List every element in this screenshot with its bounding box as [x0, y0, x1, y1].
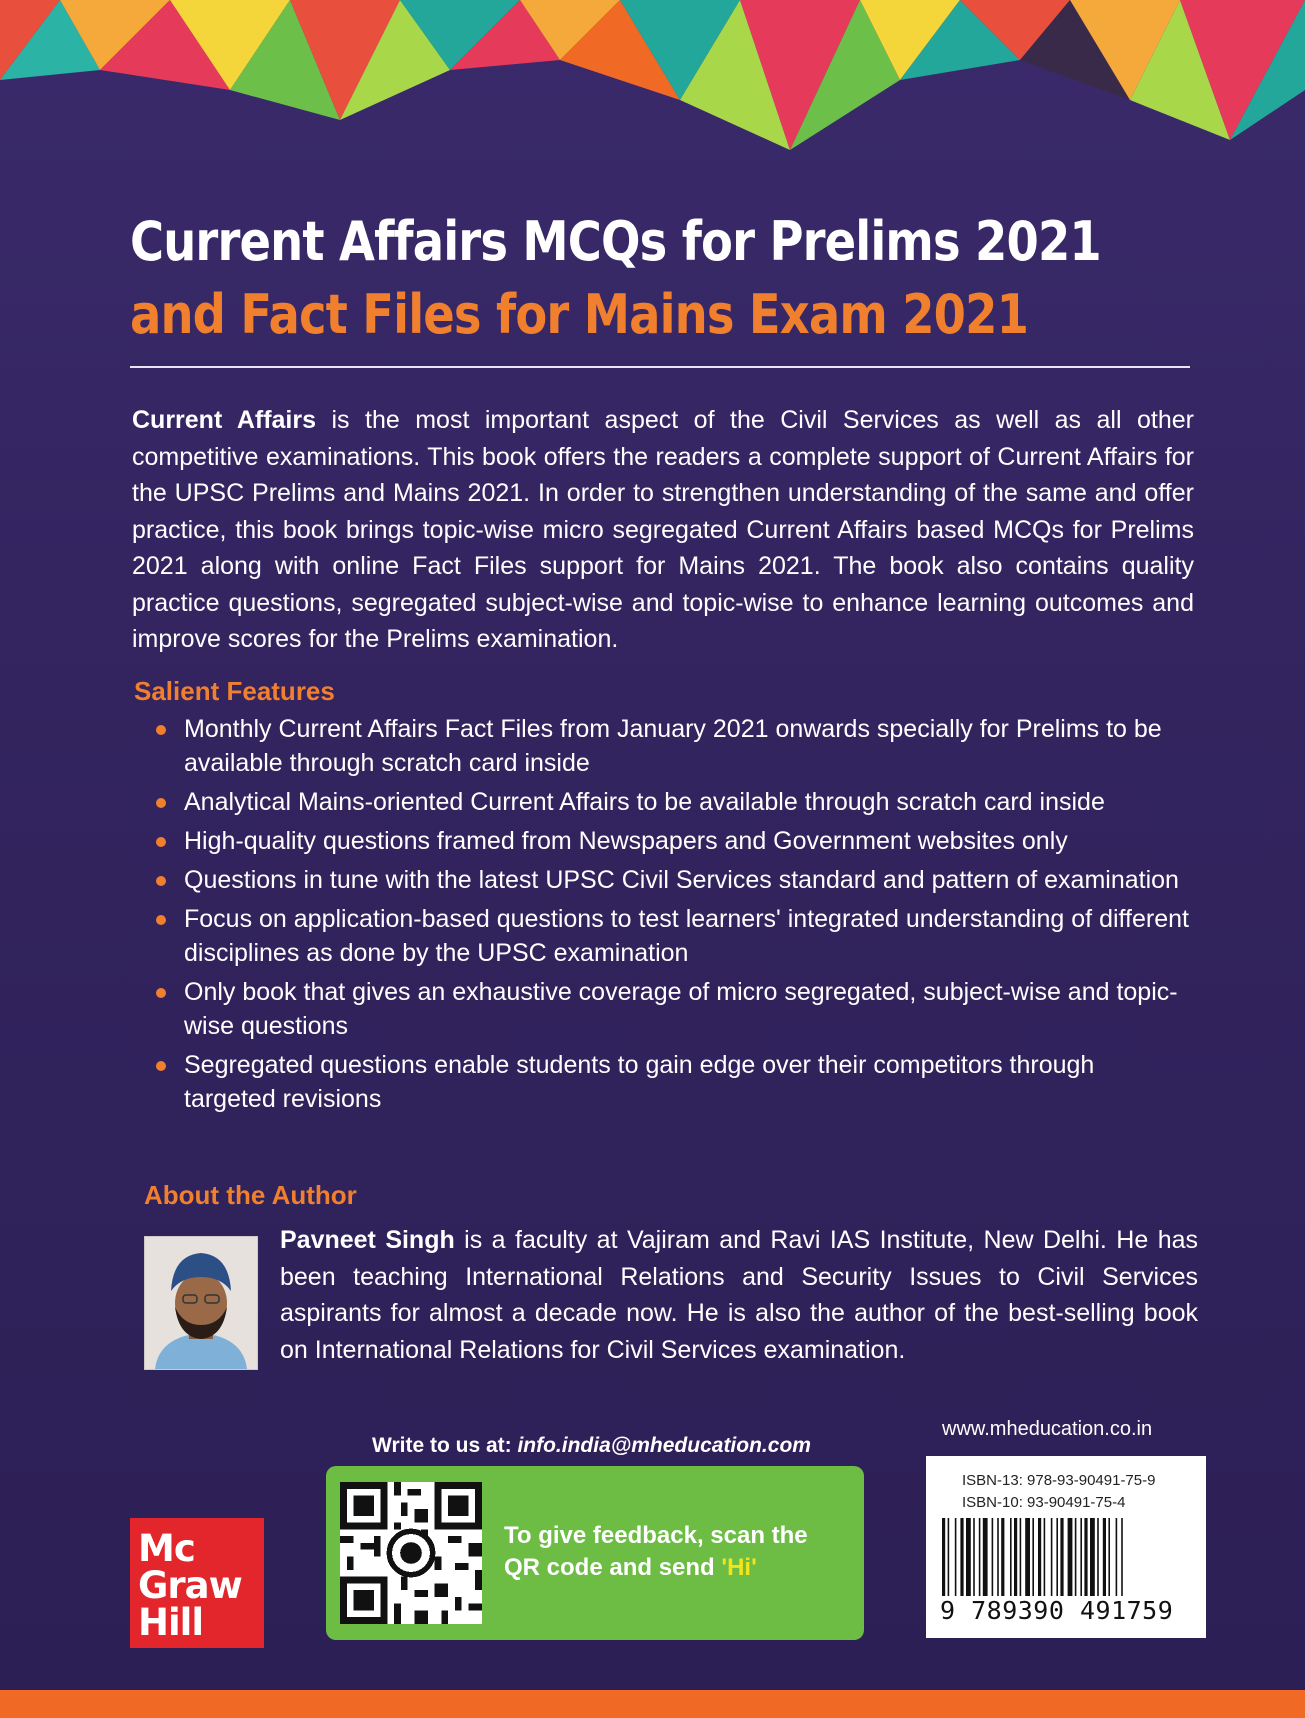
- intro-lead: Current Affairs: [132, 406, 317, 434]
- bullet-icon: [156, 798, 166, 808]
- feature-text: Questions in tune with the latest UPSC Civil Services standard and pattern of examination: [184, 866, 1179, 894]
- salient-features-list: [150, 712, 1190, 1121]
- intro-body: is the most important aspect of the Civil Services as well as all other competitive examinations. This book offers the readers a complete support of Current Affairs for the UPSC Prelims and Mains 2021. In order to strengthen understanding of the same and offer practice, this book brings topic-wise micro segregated Current Affairs based MCQs for Prelims 2021 along with online Fact Files support for Mains 2021. The book also contains quality practice questions, segregated subject-wise and topic-wise to enhance learning outcomes and improve scores for the Prelims examination.: [132, 406, 1194, 653]
- isbn-13: ISBN-13: 978-93-90491-75-9: [962, 1472, 1156, 1489]
- isbn-10: ISBN-10: 93-90491-75-4: [962, 1494, 1126, 1511]
- list-item: [150, 975, 1190, 1043]
- logo-line-2: Graw: [138, 1564, 242, 1607]
- feature-text: Focus on application-based questions to test learners' integrated understanding of different disciplines as done by the UPSC examination: [184, 905, 1189, 967]
- bullet-icon: [156, 725, 166, 735]
- feature-text: High-quality questions framed from Newspapers and Government websites only: [184, 827, 1068, 855]
- salient-features-heading: Salient Features: [134, 676, 335, 706]
- qr-code-icon[interactable]: [340, 1482, 482, 1624]
- title-line-2: and Fact Files for Mains Exam 2021: [130, 283, 1029, 346]
- decorative-triangle-banner: [0, 0, 1305, 160]
- list-item: [150, 785, 1190, 819]
- feature-text: Segregated questions enable students to gain edge over their competitors through targeted revisions: [184, 1051, 1095, 1113]
- author-name: Pavneet Singh: [280, 1226, 455, 1254]
- barcode-icon: [940, 1518, 1192, 1606]
- list-item: [150, 1048, 1190, 1116]
- author-bio-text: is a faculty at Vajiram and Ravi IAS Institute, New Delhi. He has been teaching International Relations and Security Issues to Civil Services aspirants for almost a decade now. He is also the author of the best-selling book on International Relations for Civil Services examination.: [280, 1226, 1198, 1364]
- contact-label: Write to us at:: [372, 1434, 518, 1457]
- author-bio: [280, 1222, 1198, 1368]
- contact-email[interactable]: info.india@mheducation.com: [517, 1434, 811, 1457]
- list-item: [150, 712, 1190, 780]
- list-item: [150, 902, 1190, 970]
- bullet-icon: [156, 837, 166, 847]
- bullet-icon: [156, 988, 166, 998]
- bullet-icon: [156, 915, 166, 925]
- mcgraw-hill-logo: [130, 1518, 264, 1648]
- list-item: [150, 824, 1190, 858]
- author-photo: [144, 1236, 258, 1370]
- barcode-digits: 9 789390 491759: [940, 1596, 1196, 1625]
- divider: [130, 366, 1190, 368]
- intro-paragraph: [132, 402, 1194, 658]
- feedback-hi: 'Hi': [721, 1554, 757, 1581]
- isbn-barcode: [926, 1456, 1206, 1638]
- logo-line-1: Mc: [138, 1527, 195, 1570]
- feedback-panel: [326, 1466, 864, 1640]
- contact-line: [372, 1434, 811, 1458]
- feedback-instruction: To give feedback, scan the QR code and send: [504, 1522, 808, 1581]
- bottom-stripe: [0, 1690, 1305, 1718]
- title-line-1: Current Affairs MCQs for Prelims 2021: [130, 210, 1101, 273]
- feature-text: Analytical Mains-oriented Current Affairs to be available through scratch card inside: [184, 788, 1105, 816]
- bullet-icon: [156, 876, 166, 886]
- feedback-text: [504, 1520, 844, 1584]
- bullet-icon: [156, 1061, 166, 1071]
- about-author-heading: About the Author: [144, 1180, 357, 1210]
- logo-line-3: Hill: [138, 1601, 204, 1644]
- list-item: [150, 863, 1190, 897]
- feature-text: Monthly Current Affairs Fact Files from January 2021 onwards specially for Prelims to be available through scratch card inside: [184, 715, 1162, 777]
- feature-text: Only book that gives an exhaustive coverage of micro segregated, subject-wise and topic-wise questions: [184, 978, 1178, 1040]
- website-link[interactable]: www.mheducation.co.in: [942, 1418, 1153, 1440]
